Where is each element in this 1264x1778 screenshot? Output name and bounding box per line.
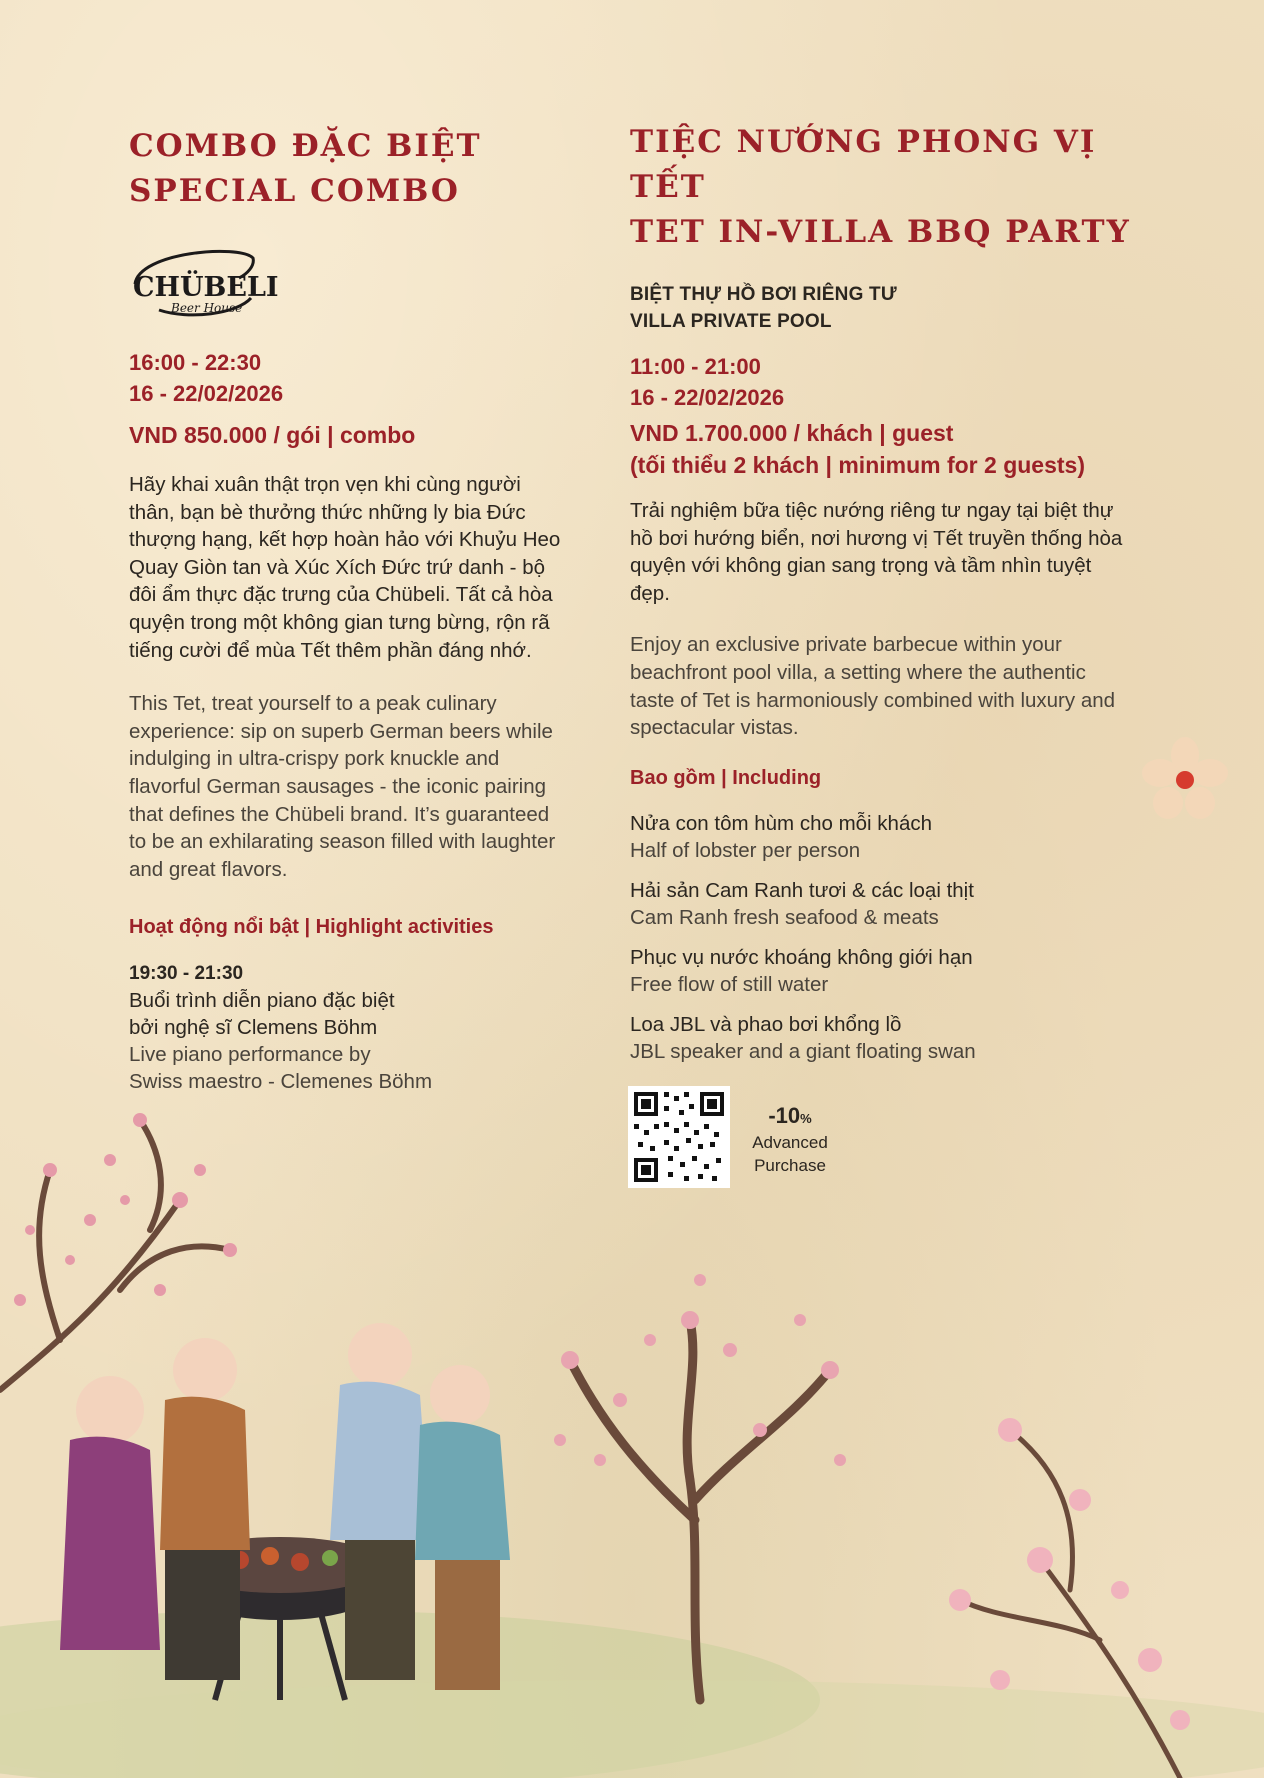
left-peach-tree (0, 1120, 230, 1390)
chubeli-logo (129, 244, 279, 329)
bbq-dates: 16 - 22/02/2026 (630, 385, 785, 410)
item-vi: Nửa con tôm hùm cho mỗi khách (630, 811, 932, 835)
list-item (630, 944, 1150, 998)
center-blossoms (554, 1274, 846, 1466)
item-en: Free flow of still water (630, 972, 829, 996)
combo-title-vi: COMBO ĐẶC BIỆT (129, 128, 482, 164)
bbq-grill (170, 1537, 390, 1700)
right-blossoms (949, 1418, 1190, 1730)
including-heading: Bao gồm | Including (630, 766, 822, 789)
included-items-list (630, 810, 1150, 1065)
bbq-price-note: (tối thiểu 2 khách | minimum for 2 guests) (630, 452, 1085, 478)
highlight-vi-line-2: bởi nghệ sĩ Clemens Böhm (129, 1016, 378, 1040)
villa-bbq-section (630, 120, 1150, 1065)
item-en: JBL speaker and a giant floating swan (630, 1039, 976, 1063)
villa-label-en: VILLA PRIVATE POOL (630, 311, 832, 332)
item-vi: Hải sản Cam Ranh tươi & các loại thịt (630, 878, 974, 902)
right-peach-branch (960, 1430, 1180, 1778)
combo-dates: 16 - 22/02/2026 (129, 381, 284, 406)
highlight-heading: Hoạt động nổi bật | Highlight activities (129, 916, 494, 939)
highlight-vi-line-1: Buổi trình diễn piano đặc biệt (129, 989, 395, 1013)
combo-description-vi: Hãy khai xuân thật trọn vẹn khi cùng người thân, bạn bè thưởng thức những ly bia Đức thượng hạng, kết hợp hoàn hảo với Khuỷu Heo Quay Giòn tan và Xúc Xích Đức trứ danh - bộ đôi ẩm thực đặc trưng của Chübeli. Tất cả hòa quyện trong một không gian tưng bừng, rộn rã tiếng cười để mùa Tết thêm phần đáng nhớ. (129, 473, 561, 662)
list-item (630, 877, 1150, 931)
svg-text:Beer House: Beer House (171, 301, 243, 315)
bbq-title-vi: TIỆC NƯỚNG PHONG VỊ TẾT (630, 124, 1097, 205)
discount-label-1: Advanced (752, 1133, 828, 1152)
qr-code-icon (628, 1086, 730, 1188)
item-vi: Loa JBL và phao bơi khổng lồ (630, 1012, 902, 1036)
blossom-flower-icon (1140, 735, 1230, 825)
villa-label-vi: BIỆT THỰ HỒ BƠI RIÊNG TƯ (630, 284, 897, 305)
discount-label-2: Purchase (754, 1156, 826, 1175)
combo-title-en: SPECIAL COMBO (129, 173, 460, 209)
family-figures (60, 1323, 510, 1690)
combo-title (129, 124, 569, 214)
svg-text:CHÜBELI: CHÜBELI (133, 272, 279, 303)
highlight-en-line-2: Swiss maestro - Clemenes Böhm (129, 1070, 433, 1094)
center-peach-tree (570, 1320, 830, 1700)
highlight-en-line-1: Live piano performance by (129, 1043, 371, 1067)
discount-unit: % (800, 1111, 812, 1126)
bbq-title (630, 120, 1150, 255)
bbq-time: 11:00 - 21:00 (630, 354, 761, 379)
combo-description-en: This Tet, treat yourself to a peak culinary experience: sip on superb German beers while indulging in ultra-crispy pork knuckle and flavorful German sausages - the iconic pairing that defines the Chübeli brand. It’s guaranteed to be an exhilarating season filled with laughter and great flavors. (129, 692, 556, 881)
list-item (630, 810, 1150, 864)
discount-value: -10 (768, 1103, 801, 1128)
item-vi: Phục vụ nước khoáng không giới hạn (630, 945, 973, 969)
list-item (630, 1011, 1150, 1065)
highlight-time: 19:30 - 21:30 (129, 963, 244, 985)
bbq-description-en: Enjoy an exclusive private barbecue within your beachfront pool villa, a setting where the authentic taste of Tet is harmoniously combined with luxury and spectacular vistas. (630, 633, 1116, 740)
combo-price: VND 850.000 / gói | combo (129, 422, 416, 448)
special-combo-section (129, 124, 569, 1095)
left-blossoms (14, 1113, 237, 1306)
item-en: Half of lobster per person (630, 838, 861, 862)
item-en: Cam Ranh fresh seafood & meats (630, 905, 939, 929)
qr-code[interactable] (628, 1086, 730, 1188)
advance-purchase-discount (740, 1104, 840, 1177)
bbq-price: VND 1.700.000 / khách | guest (630, 420, 954, 446)
combo-time: 16:00 - 22:30 (129, 350, 262, 375)
bbq-title-en: TET IN-VILLA BBQ PARTY (630, 214, 1131, 250)
bbq-description-vi: Trải nghiệm bữa tiệc nướng riêng tư ngay tại biệt thự hồ bơi hướng biển, nơi hương vị Tết truyền thống hòa quyện với không gian sang trọng và tầm nhìn tuyệt đẹp. (630, 499, 1123, 605)
